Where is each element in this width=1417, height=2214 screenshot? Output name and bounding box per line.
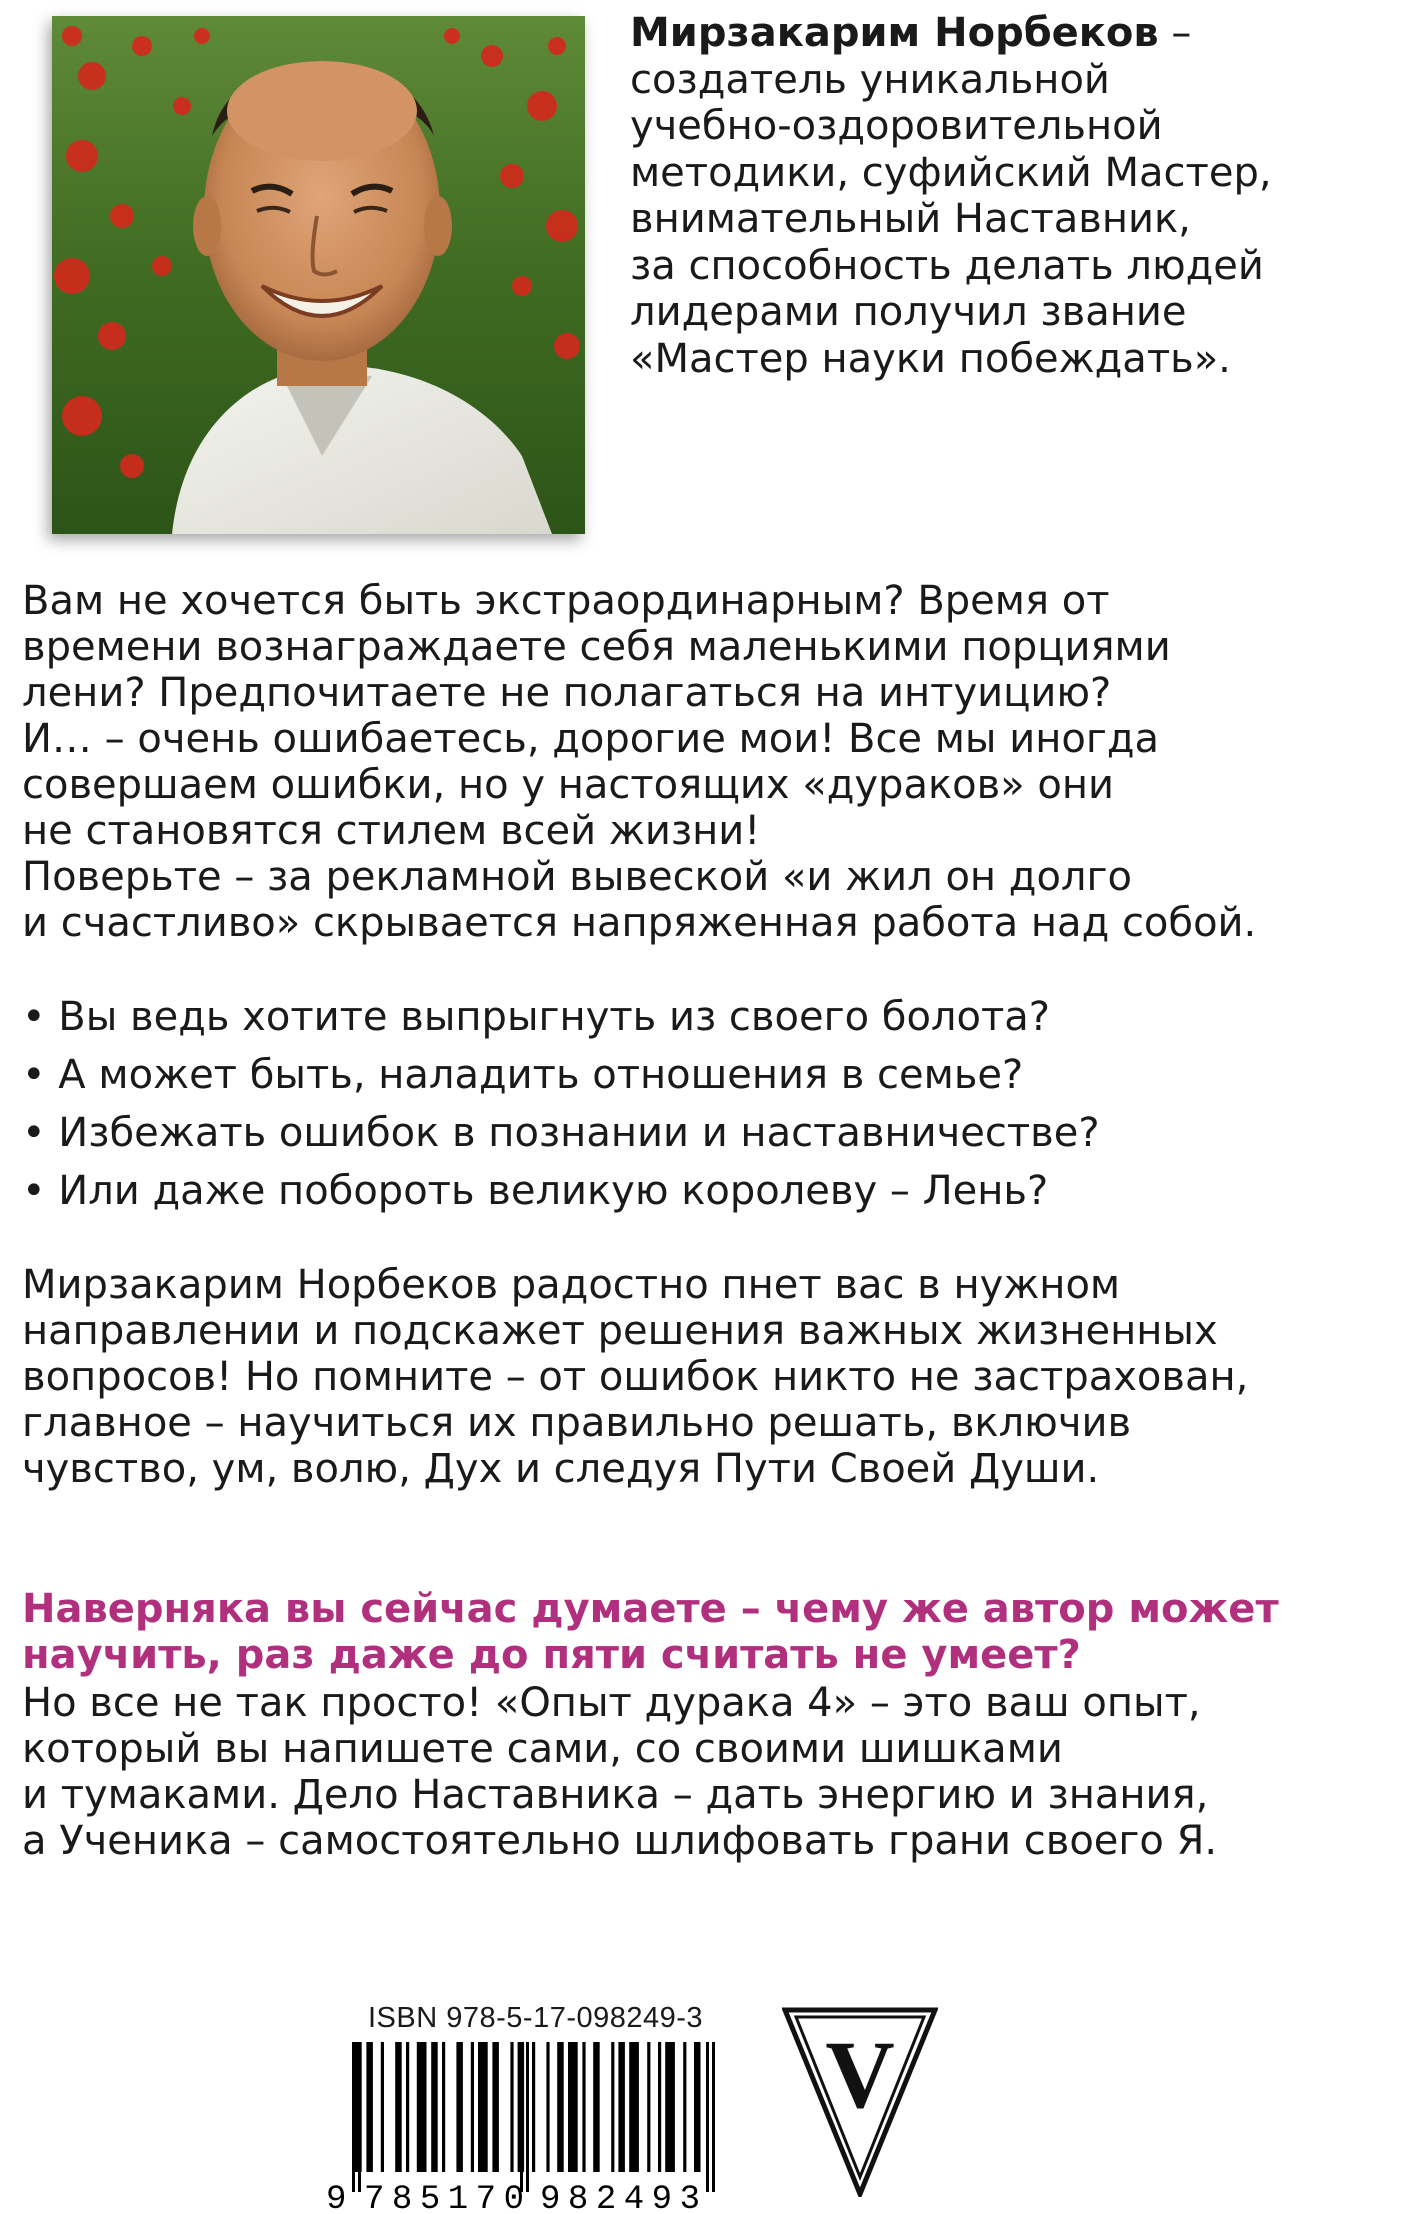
author-photo [52, 16, 585, 534]
barcode-bar [694, 2042, 701, 2172]
barcode-bar [510, 2042, 513, 2172]
author-bio-line: создатель уникальной [630, 56, 1110, 103]
highlight-line: Наверняка вы сейчас думаете – чему же автор может [22, 1586, 1279, 1632]
paragraph-line: главное – научиться их правильно решать, включив [22, 1400, 1132, 1446]
author-name: Мирзакарим Норбеков [630, 10, 1159, 56]
barcode-bar [456, 2042, 463, 2172]
barcode-bar [582, 2042, 585, 2172]
author-bio-line: – [1158, 10, 1192, 56]
list-item: • А может быть, наладить отношения в семье? [22, 1052, 1024, 1098]
isbn-block [322, 2002, 742, 2214]
publisher-logo-icon [782, 2007, 938, 2197]
author-help-paragraph [22, 1262, 1402, 1492]
barcode-guard-bar [706, 2042, 709, 2192]
paragraph-line: который вы напишете сами, со своими шишками [22, 1726, 1063, 1772]
paragraph-line: чувство, ум, волю, Дух и следуя Пути Своей Души. [22, 1446, 1100, 1492]
barcode-bar [665, 2042, 675, 2172]
paragraph-line: лени? Предпочитаете не полагаться на интуицию? [22, 670, 1112, 716]
author-bio-line: лидерами получил звание [630, 289, 1187, 335]
barcode-digits-left: 785170 [364, 2181, 524, 2214]
barcode-bar [611, 2042, 614, 2172]
author-bio-line: учебно-оздоровительной [630, 103, 1163, 149]
barcode-guard-bar [712, 2042, 715, 2192]
barcode-bar [629, 2042, 639, 2172]
paragraph-line: не становятся стилем всей жизни! [22, 808, 761, 854]
barcode-guard-bar [352, 2042, 355, 2192]
list-item: • Вы ведь хотите выпрыгнуть из своего болота? [22, 994, 1051, 1040]
barcode-guard-bar [520, 2042, 523, 2192]
barcode-bar [658, 2042, 661, 2172]
barcode-digits-right: 982493 [540, 2181, 700, 2214]
barcode-graphic [322, 2042, 742, 2214]
author-bio-line: методики, суфийский Мастер, [630, 149, 1272, 196]
barcode-bar [431, 2042, 438, 2172]
paragraph-line: времени вознаграждаете себя маленькими порциями [22, 624, 1171, 670]
barcode-bar [593, 2042, 600, 2172]
paragraph-line: вопросов! Но помните – от ошибок никто не застрахован, [22, 1354, 1249, 1400]
publisher-logo-letter: V [825, 2021, 895, 2128]
author-bio-line: «Мастер науки побеждать». [630, 335, 1231, 382]
barcode-bar [471, 2042, 474, 2172]
barcode-bar [395, 2042, 402, 2172]
barcode-bar [492, 2042, 499, 2172]
highlight-heading [22, 1586, 1402, 1678]
author-bio-line: внимательный Наставник, [630, 196, 1191, 242]
paragraph-line: направлении и подскажет решения важных жизненных [22, 1308, 1218, 1354]
barcode-bar [417, 2042, 427, 2172]
barcode-bar [647, 2042, 650, 2172]
barcode-bar [618, 2042, 625, 2172]
intro-paragraph [22, 578, 1402, 946]
barcode-bar [366, 2042, 373, 2172]
barcode-bar [381, 2042, 384, 2172]
barcode-bar [532, 2042, 535, 2172]
barcode-bar [546, 2042, 549, 2172]
paragraph-line: И… – очень ошибаетесь, дорогие мои! Все мы иногда [22, 716, 1160, 762]
barcode-bar [557, 2042, 564, 2172]
paragraph-line: Мирзакарим Норбеков радостно пнет вас в нужном [22, 1262, 1121, 1308]
paragraph-line: совершаем ошибки, но у настоящих «дураков» они [22, 762, 1114, 808]
highlight-line: научить, раз даже до пяти считать не умеет? [22, 1632, 1081, 1678]
closing-paragraph [22, 1680, 1402, 1864]
author-bio-line: за способность делать людей [630, 242, 1264, 289]
question-list [22, 994, 1402, 1226]
author-bio [630, 10, 1400, 382]
list-item: • Или даже побороть великую королеву – Лень? [22, 1168, 1049, 1214]
list-item: • Избежать ошибок в познании и наставничестве? [22, 1110, 1100, 1156]
barcode [322, 2042, 742, 2214]
paragraph-line: Поверьте – за рекламной вывеской «и жил он долго [22, 854, 1132, 900]
barcode-bar [442, 2042, 445, 2172]
paragraph-line: Но все не так просто! «Опыт дурака 4» – это ваш опыт, [22, 1680, 1201, 1726]
barcode-digit-first: 9 [326, 2181, 347, 2214]
barcode-bar [406, 2042, 409, 2172]
barcode-guard-bar [358, 2042, 361, 2192]
paragraph-line: и тумаками. Дело Наставника – дать энергию и знания, [22, 1772, 1209, 1818]
barcode-bar [478, 2042, 488, 2172]
barcode-guard-bar [526, 2042, 529, 2192]
paragraph-line: и счастливо» скрывается напряженная работа над собой. [22, 900, 1257, 946]
barcode-bar [568, 2042, 578, 2172]
author-portrait-image [52, 16, 585, 534]
publisher-logo [782, 2007, 938, 2197]
barcode-bar [683, 2042, 686, 2172]
paragraph-line: а Ученика – самостоятельно шлифовать грани своего Я. [22, 1818, 1218, 1864]
paragraph-line: Вам не хочется быть экстраординарным? Время от [22, 578, 1110, 624]
isbn-label: ISBN 978-5-17-098249-3 [368, 2002, 704, 2034]
